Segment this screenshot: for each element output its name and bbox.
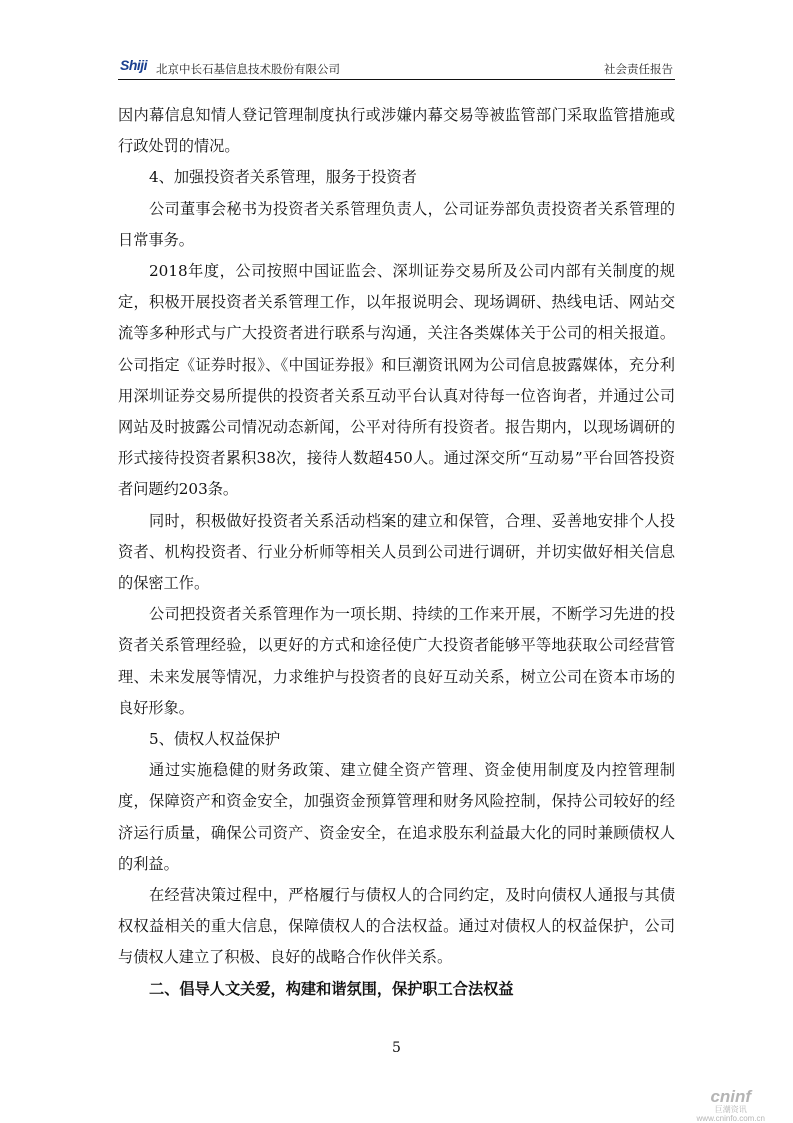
paragraph: 公司董事会秘书为投资者关系管理负责人，公司证券部负责投资者关系管理的日常事务。 (118, 199, 675, 249)
section-heading: 4、加强投资者关系管理，服务于投资者 (149, 168, 417, 187)
document-body (118, 100, 675, 1005)
watermark-subtitle: 巨潮资讯 (714, 1105, 747, 1114)
cninfo-watermark (697, 1088, 765, 1123)
paragraph: 2018年度，公司按照中国证监会、深圳证券交易所及公司内部有关制度的规定，积极开展投资者关系管理工作，以年报说明会、现场调研、热线电话、网站交流等多种形式与广大投资者进行联系与沟通，关注各类媒体关于公司的相关报道。公司指定《证券时报》、《中国证券报》和巨潮资讯网为公司信息披露媒体，充分利用深圳证券交易所提供的投资者关系互动平台认真对待每一位咨询者，并通过公司网站及时披露公司情况动态新闻，公平对待所有投资者。报告期内，以现场调研的形式接待投资者累积38次，接待人数超450人。通过深交所“互动易”平台回答投资者问题约203条。 (118, 262, 675, 499)
watermark-url: www.cninfo.com.cn (696, 1114, 765, 1123)
page-header (118, 56, 675, 80)
company-logo: Shiji (120, 57, 148, 73)
chapter-heading: 二、倡导人文关爱，构建和谐氛围，保护职工合法权益 (149, 979, 514, 998)
paragraph: 在经营决策过程中，严格履行与债权人的合同约定，及时向债权人通报与其债权权益相关的重大信息，保障债权人的合法权益。通过对债权人的权益保护，公司与债权人建立了积极、良好的战略合作伙伴关系。 (118, 886, 675, 967)
report-type: 社会责任报告 (604, 62, 673, 76)
paragraph: 因内幕信息知情人登记管理制度执行或涉嫌内幕交易等被监管部门采取监管措施或行政处罚的情况。 (118, 106, 675, 156)
watermark-brand: cninf (710, 1087, 752, 1106)
paragraph: 同时，积极做好投资者关系活动档案的建立和保管，合理、妥善地安排个人投资者、机构投资者、行业分析师等相关人员到公司进行调研，并切实做好相关信息的保密工作。 (118, 511, 675, 593)
paragraph: 通过实施稳健的财务政策、建立健全资产管理、资金使用制度及内控管理制度，保障资产和资金安全，加强资金预算管理和财务风险控制，保持公司较好的经济运行质量，确保公司资产、资金安全，在追求股东利益最大化的同时兼顾债权人的利益。 (118, 761, 675, 873)
page-number: 5 (392, 1040, 401, 1056)
paragraph: 公司把投资者关系管理作为一项长期、持续的工作来开展，不断学习先进的投资者关系管理经验，以更好的方式和途径使广大投资者能够平等地获取公司经营管理、未来发展等情况，力求维护与投资者的良好互动关系，树立公司在资本市场的良好形象。 (118, 605, 675, 717)
header-divider (118, 79, 675, 80)
company-name: 北京中长石基信息技术股份有限公司 (156, 62, 340, 76)
section-heading: 5、债权人权益保护 (149, 730, 281, 749)
